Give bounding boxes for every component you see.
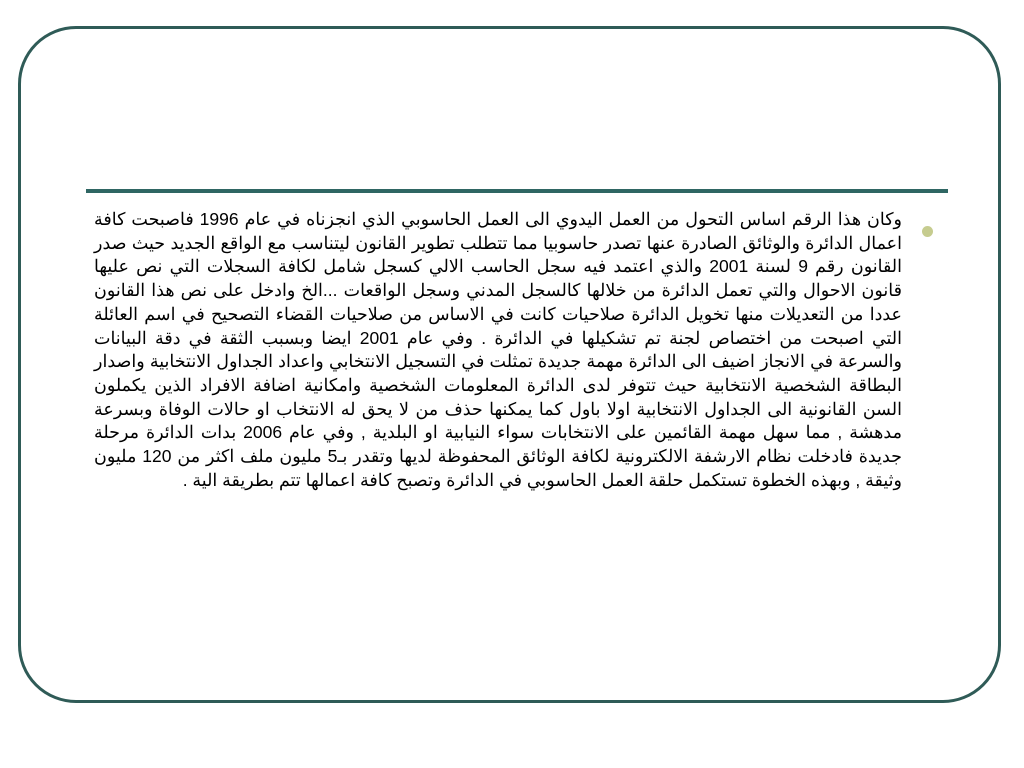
title-divider (86, 189, 948, 193)
bullet-dot-icon (922, 226, 933, 237)
body-paragraph: وكان هذا الرقم اساس التحول من العمل اليدوي الى العمل الحاسوبي الذي انجزناه في عام 1996 فاصبحت كافة اعمال الدائرة والوثائق الصادرة عنها تصدر حاسوبيا مما تتطلب تطوير القانون ليتناسب مع الواقع الجديد حيث صدر القانون رقم 9 لسنة 2001 والذي اعتمد فيه سجل الحاسب الالي كسجل شامل لكافة السجلات التي نص عليها قانون الاحوال والتي تعمل الدائرة من خلالها كالسجل المدني وسجل الواقعات ...الخ وادخل على نص هذا القانون عددا من التعديلات منها تخويل الدائرة صلاحيات كانت في الاساس من صلاحيات القضاء التصحيح في اسم العائلة التي اصبحت من اختصاص لجنة تم تشكيلها في الدائرة . وفي عام 2001 ايضا وبسبب الثقة في دقة البيانات والسرعة في الانجاز اضيف الى الدائرة مهمة جديدة تمثلت في التسجيل الانتخابي واعداد الجداول الانتخابية واصدار البطاقة الشخصية الانتخابية حيث تتوفر لدى الدائرة المعلومات الشخصية وامكانية اضافة الافراد الذين يكملون السن القانونية الى الجداول الانتخابية اولا باول كما يمكنها حذف من لا يحق له الانتخاب او حالات الوفاة وبسرعة مدهشة , مما سهل مهمة القائمين على الانتخابات سواء النيابية او البلدية , وفي عام 2006 بدات الدائرة مرحلة جديدة فادخلت نظام الارشفة الالكترونية لكافة الوثائق المحفوظة لديها وتقدر بـ5 مليون ملف اكثر من 120 مليون وثيقة , وبهذه الخطوة تستكمل حلقة العمل الحاسوبي في الدائرة وتصبح كافة اعمالها تتم بطريقة الية . (94, 209, 903, 490)
